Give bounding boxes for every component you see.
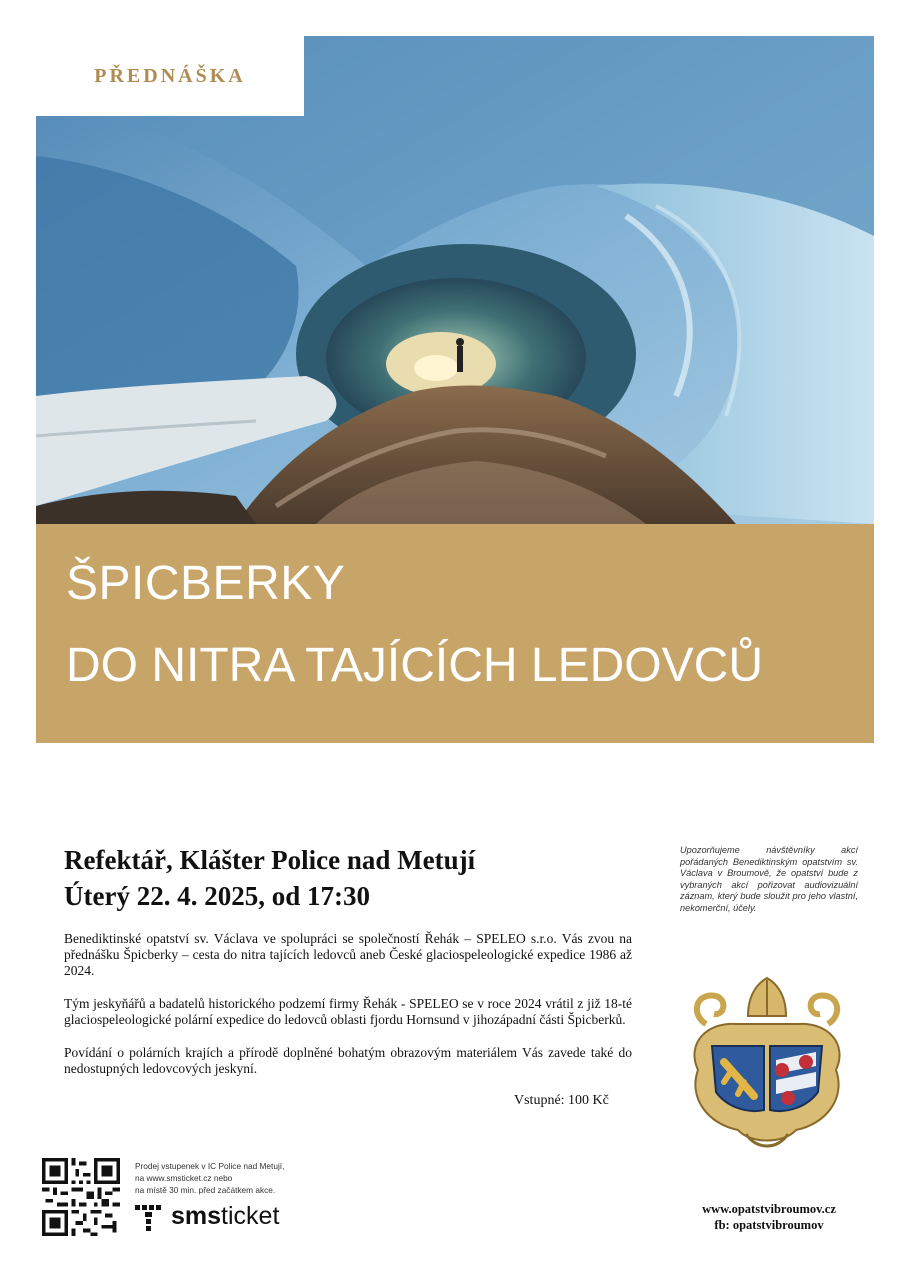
smsticket-wordmark [171, 1202, 279, 1231]
event-title: ŠPICBERKY [66, 557, 346, 610]
website-link[interactable]: www.opatstvibroumov.cz [702, 1202, 836, 1216]
qr-code-icon [42, 1158, 120, 1236]
admission-price: Vstupné: 100 Kč [514, 1093, 609, 1108]
footer-links [676, 1201, 862, 1233]
smsticket-bold: sms [171, 1202, 222, 1230]
event-venue: Refektář, Klášter Police nad Metují [64, 845, 476, 875]
event-description [64, 931, 632, 1094]
smsticket-icon [135, 1203, 163, 1231]
smsticket-rest: ticket [221, 1202, 280, 1230]
category-tag-label: PŘEDNÁŠKA [94, 64, 246, 87]
ticket-sales-info [135, 1160, 335, 1196]
event-datetime: Úterý 22. 4. 2025, od 17:30 [64, 881, 370, 911]
title-band [36, 524, 874, 743]
recording-notice: Upozorňujeme návštěvníky akcí pořádaných Benediktinským opatstvím sv. Václava v Broumově, že opatství bude z vybraných akcí pořizovat audiovizuální záznam, který bude sloužit pro jeho vlastní, nekomerční, účely. [680, 845, 858, 913]
event-details [64, 842, 475, 914]
event-subtitle: DO NITRA TAJÍCÍCH LEDOVCŮ [66, 639, 763, 692]
sales-line: na www.smsticket.cz nebo [135, 1173, 233, 1183]
facebook-link[interactable]: fb: opatstvibroumov [714, 1218, 824, 1232]
crest-icon [676, 974, 858, 1156]
description-paragraph: Povídání o polárních krajích a přírodě doplněné bohatým obrazovým materiálem Vás zavede také do nedostupných ledovcových jeskyní. [64, 1045, 632, 1076]
qr-code[interactable] [42, 1158, 120, 1236]
sales-line: Prodej vstupenek v IC Police nad Metují, [135, 1161, 285, 1171]
category-tag [36, 36, 304, 116]
abbey-crest-logo [676, 974, 858, 1156]
smsticket-logo[interactable] [135, 1202, 279, 1231]
sales-line: na místě 30 min. před začátkem akce. [135, 1185, 276, 1195]
description-paragraph: Tým jeskyňářů a badatelů historického podzemí firmy Řehák - SPELEO se v roce 2024 vrátil z již 18-té glaciospeleologické polární expedice do ledovců oblasti fjordu Hornsund v jihozápadní části Špicberků. [64, 996, 632, 1027]
description-paragraph: Benediktinské opatství sv. Václava ve spolupráci se společností Řehák – SPELEO s.r.o. Vás zvou na přednášku Špicberky – cesta do nitra tajících ledovců aneb České glaciospeleologické expedice 1986 až 2024. [64, 931, 632, 978]
